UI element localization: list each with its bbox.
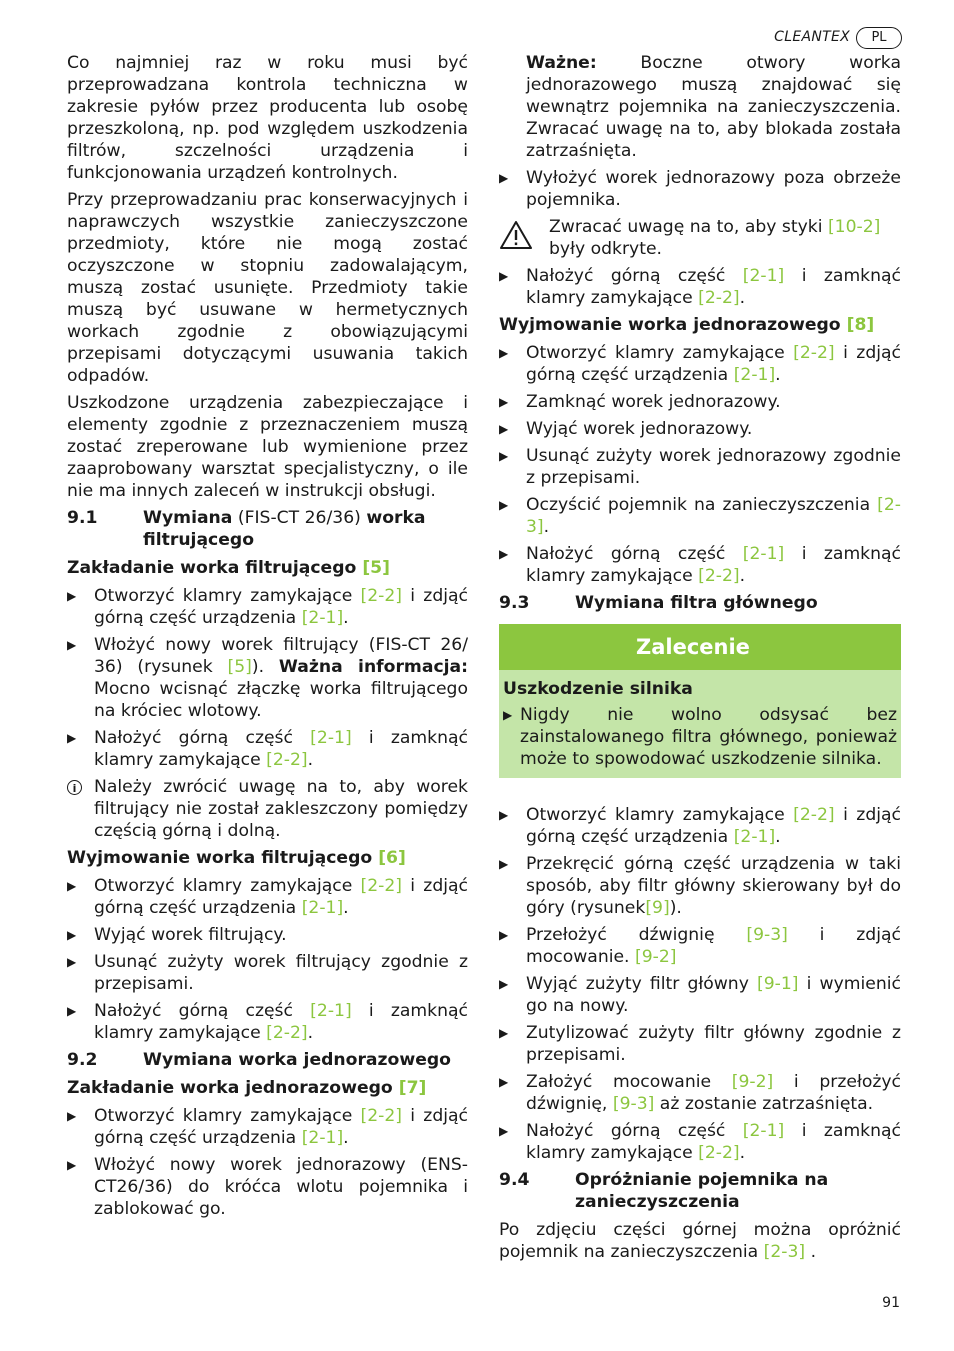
page-number: 91 [882, 1295, 900, 1311]
list-item: ▶ Wyjąć worek filtrujący. [67, 925, 287, 945]
bullet-triangle-icon: ▶ [499, 977, 509, 991]
list-item: ▶ Usunąć zużyty worek jednorazowy zgodnie z przepisami. [499, 446, 901, 488]
list-item: ▶ Usunąć zużyty worek filtrujący zgodnie z przepisami. [67, 952, 468, 994]
step-list [67, 875, 468, 1044]
section-title: Wymiana filtra głównego [575, 593, 818, 613]
paragraph: Co najmniej raz w roku musi być przeprowadzana kontrola techniczna w zakresie pyłów przez producenta lub osobę przeszkoloną, np. pod względem uszkodzenia filtrów, szczelności urządzenia i funkcjonowania urządzeń kontrolnych. [67, 53, 468, 183]
bullet-triangle-icon: ▶ [67, 731, 77, 745]
subheading: Wyjmowanie worka jednorazowego [8] [499, 315, 875, 335]
bullet-triangle-icon: ▶ [67, 928, 77, 942]
list-item: ▶ Otworzyć klamry zamykające [2-2] i zdjąć górną część urządzenia [2-1]. [67, 586, 468, 628]
section-heading-9-3 [499, 592, 901, 614]
list-item: ▶ Włożyć nowy worek jednorazowy (ENS-CT26/36) do króćca wlotu pojemnika i zablokować go. [67, 1155, 468, 1219]
left-column [67, 52, 468, 1225]
bullet-triangle-icon: ▶ [499, 171, 509, 185]
figure-ref: [7] [398, 1078, 427, 1098]
bullet-triangle-icon: ▶ [499, 498, 509, 512]
section-title: Wymiana (FIS-CT 26/36) worka filtrującego [143, 508, 426, 550]
bullet-triangle-icon: ▶ [503, 708, 513, 722]
bullet-triangle-icon: ▶ [499, 395, 509, 409]
info-note: i Należy zwrócić uwagę na to, aby worek filtrujący nie został zakleszczony pomiędzy częścią górną i dolną. [67, 776, 468, 842]
section-number: 9.1 [67, 508, 98, 528]
list-item: ▶ Zutylizować zużyty filtr główny zgodnie z przepisami. [499, 1023, 901, 1065]
paragraph: Po zdjęciu części górnej można opróżnić pojemnik na zanieczyszczenia [2-3] . [499, 1220, 901, 1262]
bullet-triangle-icon: ▶ [67, 1158, 77, 1172]
bullet-triangle-icon: ▶ [499, 269, 509, 283]
step-list [499, 342, 901, 587]
figure-ref: [6] [378, 848, 406, 868]
list-item: ▶ Zamknąć worek jednorazowy. [499, 392, 781, 412]
recommendation-subheading: Uszkodzenie silnika [503, 679, 693, 699]
bullet-triangle-icon: ▶ [67, 589, 77, 603]
warning-icon [499, 216, 549, 260]
list-item: ▶ Wyjąć worek jednorazowy. [499, 419, 753, 439]
section-title: Opróżnianie pojemnika na zanieczyszczenia [575, 1170, 829, 1212]
language-badge: PL [856, 27, 902, 49]
list-item: ▶ Włożyć nowy worek filtrujący (FIS-CT 26/ 36) (rysunek [5]). Ważna informacja: Mocno wcisnąć złączkę worka filtrującego na króciec wlotowy. [67, 635, 468, 721]
subheading: Zakładanie worka filtrującego [5] [67, 558, 390, 578]
info-icon: i [67, 780, 82, 795]
bullet-triangle-icon: ▶ [67, 955, 77, 969]
bullet-triangle-icon: ▶ [67, 1004, 77, 1018]
bullet-triangle-icon: ▶ [499, 547, 509, 561]
list-item: ▶ Przekręcić górną część urządzenia w taki sposób, aby filtr główny skierowany był do góry (rysunek[9]). [499, 854, 901, 918]
section-number: 9.3 [499, 593, 530, 613]
subheading: Zakładanie worka jednorazowego [7] [67, 1078, 427, 1098]
recommendation-box [499, 624, 901, 778]
list-item: ▶ Otworzyć klamry zamykające [2-2] i zdjąć górną część urządzenia [2-1]. [67, 876, 468, 918]
bullet-triangle-icon: ▶ [499, 1075, 509, 1089]
section-number: 9.2 [67, 1050, 98, 1070]
section-title: Wymiana worka jednorazowego [143, 1050, 451, 1070]
step-list [499, 265, 901, 309]
section-heading-9-4 [499, 1169, 901, 1213]
section-number: 9.4 [499, 1170, 530, 1190]
brand-name: CLEANTEX [774, 29, 850, 45]
subheading: Wyjmowanie worka filtrującego [6] [67, 848, 406, 868]
step-list [503, 704, 897, 770]
list-item: ▶ Oczyścić pojemnik na zanieczyszczenia [2-3]. [499, 495, 901, 537]
list-item: ▶ Nałożyć górną część [2-1] i zamknąć klamry zamykające [2-2]. [67, 728, 469, 770]
section-heading-9-1 [67, 507, 468, 551]
bullet-triangle-icon: ▶ [499, 449, 509, 463]
bullet-triangle-icon: ▶ [499, 1026, 509, 1040]
important-note: Ważne: Boczne otwory worka jednorazowego muszą znajdować się wewnątrz pojemnika na zanieczyszczenia. Zwracać uwagę na to, aby blokada została zatrzaśnięta. [526, 53, 901, 161]
step-list [499, 804, 901, 1164]
list-item: ▶ Przełożyć dźwignię [9-3] i zdjąć mocowanie. [9-2] [499, 925, 901, 967]
figure-ref: [8] [846, 315, 875, 335]
paragraph: Uszkodzone urządzenia zabezpieczające i elementy zgodnie z przeznaczeniem muszą zostać zreperowane lub wymienione przez zaaprobowany warsztat specjalistyczny, o ile nie ma innych zaleceń w instrukcji obsługi. [67, 393, 468, 501]
list-item: ▶ Otworzyć klamry zamykające [2-2] i zdjąć górną część urządzenia [2-1]. [499, 805, 901, 847]
recommendation-header: Zalecenie [499, 624, 901, 670]
step-list [67, 585, 468, 771]
bullet-triangle-icon: ▶ [499, 422, 509, 436]
step-list [499, 167, 901, 211]
list-item: ▶ Nałożyć górną część [2-1] i zamknąć klamry zamykające [2-2]. [499, 266, 902, 308]
bullet-triangle-icon: ▶ [67, 1109, 77, 1123]
list-item: ▶ Otworzyć klamry zamykające [2-2] i zdjąć górną część urządzenia [2-1]. [67, 1106, 468, 1148]
bullet-triangle-icon: ▶ [67, 879, 77, 893]
bullet-triangle-icon: ▶ [499, 928, 509, 942]
list-item: ▶ Nałożyć górną część [2-1] i zamknąć klamry zamykające [2-2]. [499, 544, 902, 586]
bullet-triangle-icon: ▶ [499, 808, 509, 822]
right-column [499, 52, 901, 1268]
bullet-triangle-icon: ▶ [67, 638, 77, 652]
bullet-triangle-icon: ▶ [499, 857, 509, 871]
list-item: ▶ Nałożyć górną część [2-1] i zamknąć klamry zamykające [2-2]. [67, 1001, 469, 1043]
section-heading-9-2 [67, 1049, 468, 1071]
list-item: ▶ Nigdy nie wolno odsysać bez zainstalowanego filtra głównego, ponieważ może to spowodować uszkodzenie silnika. [503, 705, 897, 769]
step-list [67, 1105, 468, 1220]
list-item: ▶ Wyłożyć worek jednorazowy poza obrzeże pojemnika. [499, 168, 901, 210]
warning-note: Zwracać uwagę na to, aby styki [10-2] były odkryte. [499, 216, 901, 260]
list-item: ▶ Nałożyć górną część [2-1] i zamknąć klamry zamykające [2-2]. [499, 1121, 902, 1163]
bullet-triangle-icon: ▶ [499, 1124, 509, 1138]
figure-ref: [5] [362, 558, 390, 578]
list-item: ▶ Założyć mocowanie [9-2] i przełożyć dźwignię, [9-3] aż zostanie zatrzaśnięta. [499, 1072, 901, 1114]
list-item: ▶ Otworzyć klamry zamykające [2-2] i zdjąć górną część urządzenia [2-1]. [499, 343, 901, 385]
list-item: ▶ Wyjąć zużyty filtr główny [9-1] i wymienić go na nowy. [499, 974, 901, 1016]
paragraph: Przy przeprowadzaniu prac konserwacyjnych i naprawczych wszystkie zanieczyszczone przedmioty, które nie mogą zostać oczyszczone w stopniu zadowalającym, muszą zostać usunięte. Przedmioty takie muszą być usuwane w hermetycznych workach zgodnie z obowiązującymi przepisami dotyczącymi usuwania takich odpadów. [67, 190, 468, 386]
bullet-triangle-icon: ▶ [499, 346, 509, 360]
